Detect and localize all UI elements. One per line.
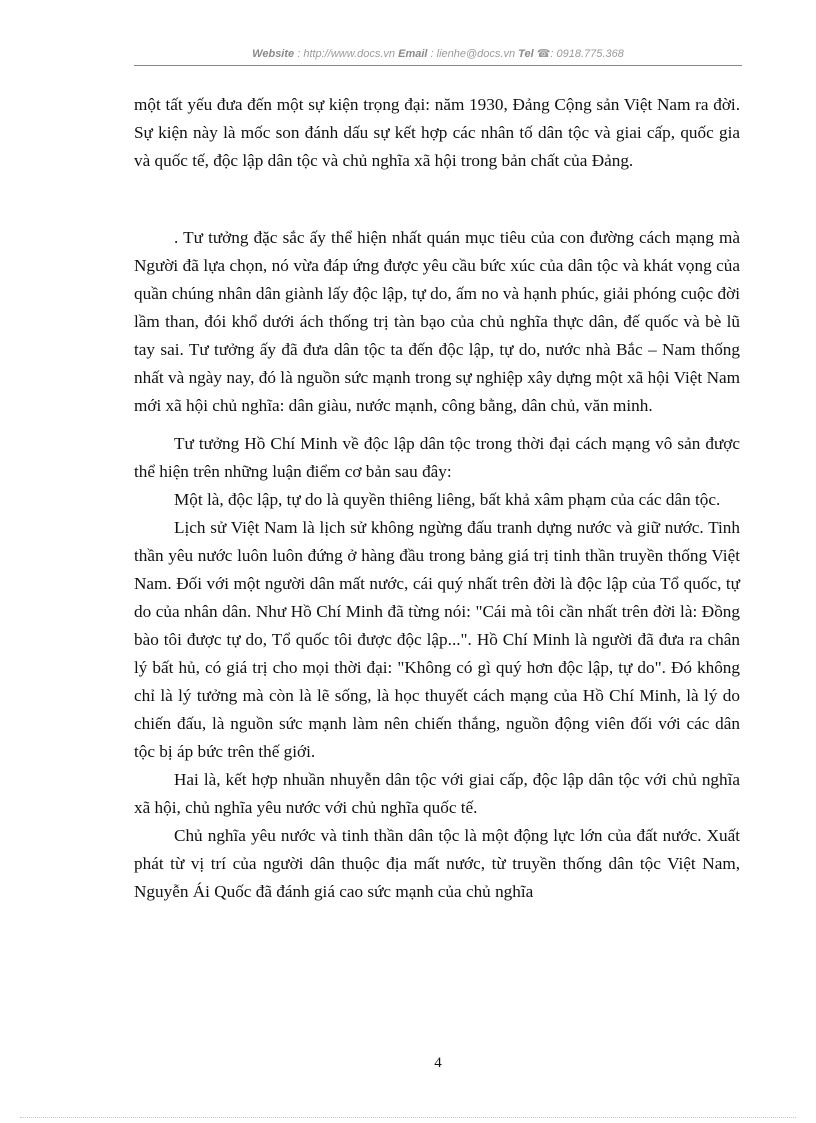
paragraph-spacer — [134, 175, 740, 224]
document-body — [134, 91, 740, 906]
paragraph-1: một tất yếu đưa đến một sự kiện trọng đại: năm 1930, Đảng Cộng sản Việt Nam ra đời. Sự kiện này là mốc son đánh dấu sự kết hợp các nhân tố dân tộc và giai cấp, quốc gia và quốc tế, độc lập dân tộc và chủ nghĩa xã hội trong bản chất của Đảng. — [134, 95, 740, 170]
page-bottom-border — [20, 1117, 796, 1118]
paragraph-5: Lịch sử Việt Nam là lịch sử không ngừng đấu tranh dựng nước và giữ nước. Tinh thần yêu nước luôn luôn đứng ở hàng đầu trong bảng giá trị tinh thần truyền thống Việt Nam. Đối với một người dân mất nước, cái quý nhất trên đời là độc lập của Tổ quốc, tự do của nhân dân. Như Hồ Chí Minh đã từng nói: "Cái mà tôi cần nhất trên đời là: Đồng bào tôi được tự do, Tổ quốc tôi được độc lập...". Hồ Chí Minh là người đã đưa ra chân lý bất hủ, có giá trị cho mọi thời đại: "Không có gì quý hơn độc lập, tự do". Đó không chỉ là lý tưởng mà còn là lẽ sống, là học thuyết cách mạng của Hồ Chí Minh, là lý do chiến đấu, là nguồn sức mạnh làm nên chiến thắng, nguồn động viên đối với các dân tộc bị áp bức trên thế giới. — [134, 518, 740, 761]
email-value: : lienhe@docs.vn — [430, 48, 516, 60]
paragraph-spacer — [134, 420, 740, 430]
paragraph-2: . Tư tưởng đặc sắc ấy thể hiện nhất quán mục tiêu của con đường cách mạng mà Người đã lựa chọn, nó vừa đáp ứng được yêu cầu bức xúc của dân tộc và khát vọng của quần chúng nhân dân giành lấy độc lập, tự do, ấm no và hạnh phúc, giải phóng cuộc đời lầm than, đói khổ dưới ách thống trị tàn bạo của chủ nghĩa thực dân, đế quốc và bè lũ tay sai. Tư tưởng ấy đã đưa dân tộc ta đến độc lập, tự do, nước nhà Bắc – Nam thống nhất và ngày nay, đó là nguồn sức mạnh trong sự nghiệp xây dựng một xã hội Việt Nam mới xã hội chủ nghĩa: dân giàu, nước mạnh, công bằng, dân chủ, văn minh. — [134, 228, 740, 415]
website-value: : http://www.docs.vn — [297, 48, 396, 60]
tel-label: Tel — [518, 48, 534, 60]
page-header — [134, 47, 742, 60]
paragraph-7: Chủ nghĩa yêu nước và tinh thần dân tộc là một động lực lớn của đất nước. Xuất phát từ vị trí của người dân thuộc địa mất nước, từ truyền thống dân tộc Việt Nam, Nguyễn Ái Quốc đã đánh giá cao sức mạnh của chủ nghĩa — [134, 826, 740, 901]
phone-icon: ☎ — [536, 48, 551, 60]
email-label: Email — [398, 48, 428, 60]
paragraph-4: Một là, độc lập, tự do là quyền thiêng liêng, bất khả xâm phạm của các dân tộc. — [174, 490, 721, 509]
page-number: 4 — [434, 1055, 442, 1071]
paragraph-3: Tư tưởng Hồ Chí Minh về độc lập dân tộc trong thời đại cách mạng vô sản được thể hiện trên những luận điểm cơ bản sau đây: — [134, 434, 740, 481]
paragraph-6: Hai là, kết hợp nhuần nhuyễn dân tộc với giai cấp, độc lập dân tộc với chủ nghĩa xã hội, chủ nghĩa yêu nước với chủ nghĩa quốc tế. — [134, 770, 740, 817]
website-label: Website — [252, 48, 295, 60]
tel-value: : 0918.775.368 — [550, 48, 624, 60]
header-divider — [134, 65, 742, 66]
